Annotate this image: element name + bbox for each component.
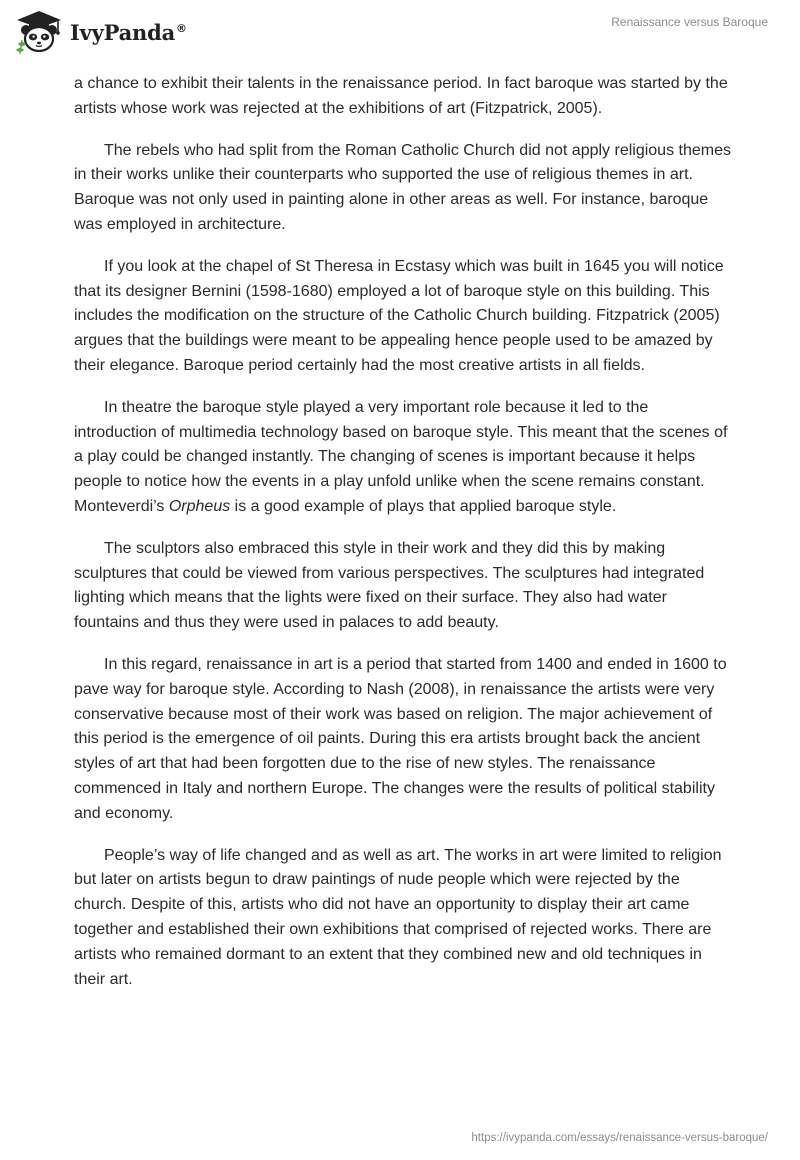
paragraph: The rebels who had split from the Roman Catholic Church did not apply religious themes in their works unlike their counterparts who supported the use of religious themes in art. Baroque was not only used in painting alone in other areas as well. For instance, baroque was employed in architecture. [74,141,731,233]
play-title: Orpheus [168,497,231,515]
paragraph [74,396,734,520]
paragraph-text: In theatre the baroque style played a very important role because it led to the introduction of multimedia technology based on baroque style. This meant that the scenes of a play could be changed instantly. The changing of scenes is important because it helps people to notice how the events in a play unfold unlike when the scene remains constant. Monteverdi’s [74,398,728,515]
essay-body [74,72,734,1009]
document-title: Renaissance versus Baroque [611,15,768,29]
paragraph: If you look at the chapel of St Theresa in Ecstasy which was built in 1645 you will notice that its designer Bernini (1598-1680) employed a lot of baroque style on this building. This includes the modification on the structure of the Catholic Church building. Fitzpatrick (2005) argues that the buildings were meant to be appealing hence people used to be amazed by their elegance. Baroque period certainly had the most creative artists in all fields. [74,257,724,374]
paragraph: In this regard, renaissance in art is a period that started from 1400 and ended in 1600 to pave way for baroque style. According to Nash (2008), in renaissance the artists were very conservative because most of their work was based on religion. The major achievement of this period is the emergence of oil paints. During this era artists brought back the ancient styles of art that had been forgotten due to the rise of new styles. The renaissance commenced in Italy and northern Europe. The changes were the results of political stability and economy. [74,655,727,822]
ivypanda-logo[interactable] [14,8,187,56]
brand-name: IvyPanda® [70,19,187,45]
registered-mark: ® [176,21,187,35]
paragraph: a chance to exhibit their talents in the renaissance period. In fact baroque was started by the artists whose work was rejected at the exhibitions of art (Fitzpatrick, 2005). [74,75,728,117]
paragraph-text: is a good example of plays that applied baroque style. [230,497,617,515]
panda-graduate-icon [14,10,64,54]
page-header [0,0,800,70]
source-url-link[interactable]: https://ivypanda.com/essays/renaissance-versus-baroque/ [471,1132,768,1144]
paragraph: The sculptors also embraced this style in their work and they did this by making sculptures that could be viewed from various perspectives. The sculptures had integrated lighting which means that the lights were fixed on their surface. They also had water fountains and thus they were used in palaces to add beauty. [74,539,705,632]
paragraph: People’s way of life changed and as well as art. The works in art were limited to religion but later on artists begun to draw paintings of nude people which were rejected by the church. Despite of this, artists who did not have an opportunity to display their art came together and established their own exhibitions that comprised of rejected works. There are artists who remained dormant to an extent that they combined new and old techniques in their art. [74,846,722,988]
